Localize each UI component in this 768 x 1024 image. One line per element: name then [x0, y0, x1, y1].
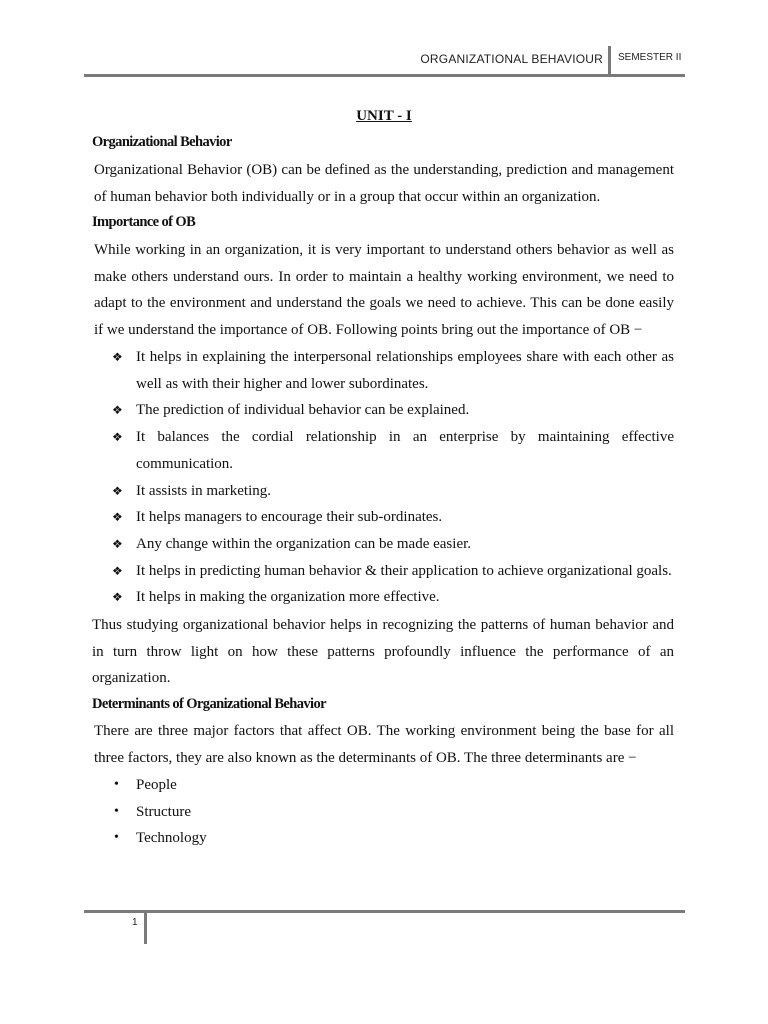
- importance-paragraph: While working in an organization, it is very important to understand others behavior as well as make others understand ours. In order to maintain a healthy working environment, we need to adapt to the environment and understand the goals we need to achieve. This can be done easily if we understand the importance of OB. Following points bring out the importance of OB −: [94, 242, 674, 339]
- page-header: [84, 44, 685, 77]
- determinants-list: [0, 772, 674, 852]
- bullet-icon: •: [114, 803, 119, 819]
- bullet-icon: •: [114, 830, 119, 846]
- page-number: 1: [132, 917, 138, 928]
- list-item: • Structure: [0, 799, 674, 826]
- heading-organizational-behavior: Organizational Behavior: [92, 134, 232, 150]
- footer-rule: [84, 910, 685, 913]
- list-item: ❖ It helps in predicting human behavior & their application to achieve organizational goals.: [0, 558, 674, 585]
- list-item: ❖ The prediction of individual behavior can be explained.: [0, 397, 674, 424]
- list-item: ❖ It helps managers to encourage their sub-ordinates.: [0, 504, 674, 531]
- list-item: • People: [0, 772, 674, 799]
- diamond-bullet-icon: ❖: [112, 536, 123, 551]
- diamond-bullet-icon: ❖: [112, 403, 123, 418]
- footer-divider: [144, 910, 147, 944]
- importance-points-list: [0, 344, 674, 611]
- heading-importance-of-ob: Importance of OB: [92, 214, 196, 230]
- diamond-bullet-icon: ❖: [112, 510, 123, 525]
- list-item: ❖ It assists in marketing.: [0, 478, 674, 505]
- diamond-bullet-icon: ❖: [112, 563, 123, 578]
- summary-paragraph: Thus studying organizational behavior helps in recognizing the patterns of human behavior and in turn throw light on how these patterns profoundly influence the performance of an organization.: [92, 617, 674, 687]
- list-item: ❖ It balances the cordial relationship in an enterprise by maintaining effective communication.: [0, 424, 674, 477]
- header-divider: [608, 46, 611, 77]
- page-footer: [84, 908, 685, 948]
- determinants-paragraph: There are three major factors that affect OB. The working environment being the base for all three factors, they are also known as the determinants of OB. The three determinants are −: [94, 723, 674, 766]
- heading-determinants: Determinants of Organizational Behavior: [92, 696, 326, 712]
- unit-title: UNIT - I: [356, 108, 412, 124]
- course-title: ORGANIZATIONAL BEHAVIOUR: [420, 52, 603, 66]
- diamond-bullet-icon: ❖: [112, 483, 123, 498]
- diamond-bullet-icon: ❖: [112, 350, 123, 364]
- list-item: ❖ Any change within the organization can be made easier.: [0, 531, 674, 558]
- header-rule: [84, 74, 685, 77]
- list-item: • Technology: [0, 825, 674, 852]
- list-item: ❖ It helps in making the organization more effective.: [0, 584, 674, 611]
- bullet-icon: •: [114, 777, 119, 792]
- diamond-bullet-icon: ❖: [112, 590, 123, 605]
- semester-label: SEMESTER II: [618, 52, 682, 63]
- diamond-bullet-icon: ❖: [112, 430, 123, 445]
- ob-definition-paragraph: Organizational Behavior (OB) can be defined as the understanding, prediction and management of human behavior both individually or in a group that occur within an organization.: [94, 162, 674, 205]
- list-item: ❖ It helps in explaining the interpersonal relationships employees share with each other as well as with their higher and lower subordinates.: [0, 344, 674, 397]
